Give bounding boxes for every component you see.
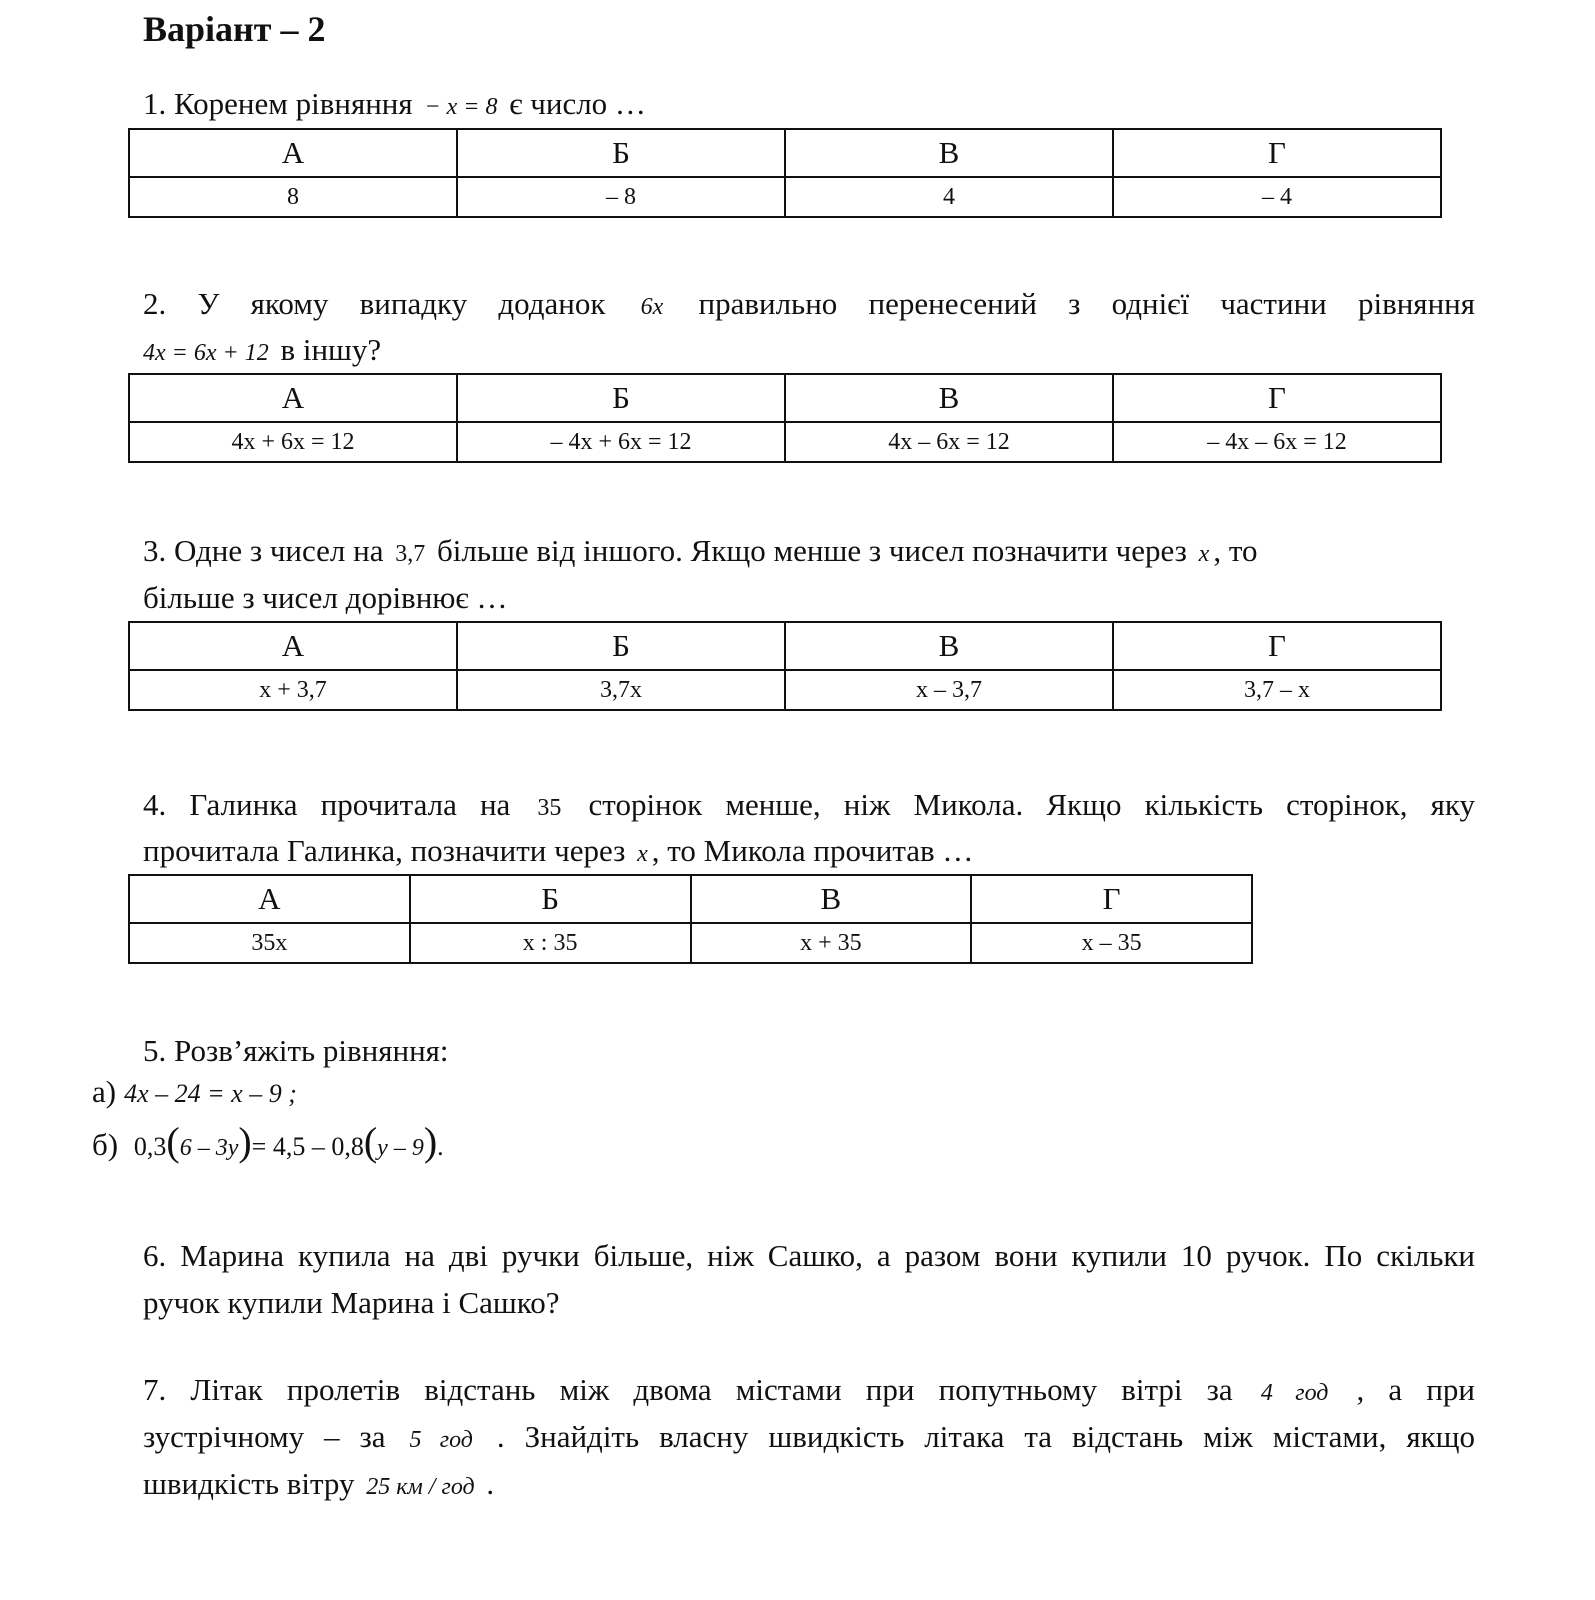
option-header-v: В xyxy=(785,622,1113,670)
question-2-line-2: 4x = 6x + 12 в іншу? xyxy=(143,332,382,367)
question-2-options xyxy=(128,373,1442,463)
option-value-b: – 8 xyxy=(457,177,785,217)
question-4-line-1: 4. Галинка прочитала на 35 сторінок менше, ніж Микола. Якщо кількість сторінок, яку xyxy=(143,787,1476,822)
option-header-b: Б xyxy=(410,875,691,923)
option-value-v: x – 3,7 xyxy=(785,670,1113,710)
option-value-g: – 4 xyxy=(1113,177,1441,217)
question-1-options xyxy=(128,128,1442,218)
option-header-b: Б xyxy=(457,374,785,422)
option-value-b: 3,7x xyxy=(457,670,785,710)
option-header-v: В xyxy=(785,374,1113,422)
option-value-g: 3,7 – x xyxy=(1113,670,1441,710)
option-value-b: x : 35 xyxy=(410,923,691,963)
option-value-a: x + 3,7 xyxy=(129,670,457,710)
question-7-line-1: 7. Літак пролетів відстань між двома містами при попутньому вітрі за 4 год , а при xyxy=(143,1372,1475,1407)
question-7-line-2: зустрічному – за 5 год . Знайдіть власну швидкість літака та відстань між містами, якщо xyxy=(143,1419,1476,1454)
question-4-line-2: прочитала Галинка, позначити через x , то Микола прочитав … xyxy=(143,833,974,868)
option-value-v: x + 35 xyxy=(691,923,972,963)
option-header-a: А xyxy=(129,374,457,422)
question-5-text: 5. Розв’яжіть рівняння: xyxy=(143,1033,449,1068)
q1-equation: − x = 8 xyxy=(424,94,498,120)
option-value-a: 4x + 6x = 12 xyxy=(129,422,457,462)
option-header-a: А xyxy=(129,129,457,177)
equation-a: а) 4x – 24 = x – 9 ; xyxy=(92,1074,297,1109)
question-3-options xyxy=(128,621,1442,711)
option-header-a: А xyxy=(129,622,457,670)
option-header-g: Г xyxy=(1113,129,1441,177)
page-title: Варіант – 2 xyxy=(143,9,326,49)
question-1-text: 1. Коренем рівняння − x = 8 є число … xyxy=(143,86,646,121)
option-value-v: 4x – 6x = 12 xyxy=(785,422,1113,462)
question-7-line-3: швидкість вітру 25 км / год . xyxy=(143,1466,495,1501)
question-6-line-2: ручок купили Марина і Сашко? xyxy=(143,1285,560,1320)
option-value-b: – 4x + 6x = 12 xyxy=(457,422,785,462)
option-value-v: 4 xyxy=(785,177,1113,217)
option-header-b: Б xyxy=(457,622,785,670)
option-header-g: Г xyxy=(1113,374,1441,422)
question-3-line-2: більше з чисел дорівнює … xyxy=(143,580,508,615)
question-4-options xyxy=(128,874,1253,964)
option-header-g: Г xyxy=(1113,622,1441,670)
equation-b: б) 0,3(6 – 3y)= 4,5 – 0,8(y – 9). xyxy=(92,1119,444,1164)
option-value-g: x – 35 xyxy=(971,923,1252,963)
option-value-g: – 4x – 6x = 12 xyxy=(1113,422,1441,462)
option-value-a: 8 xyxy=(129,177,457,217)
option-header-v: В xyxy=(785,129,1113,177)
question-3-line-1: 3. Одне з чисел на 3,7 більше від іншого. Якщо менше з чисел позначити через x , то xyxy=(143,533,1258,568)
option-header-a: А xyxy=(129,875,410,923)
question-2-line-1: 2. У якому випадку доданок 6x правильно перенесений з однієї частини рівняння xyxy=(143,286,1476,321)
option-header-b: Б xyxy=(457,129,785,177)
option-value-a: 35x xyxy=(129,923,410,963)
option-header-g: Г xyxy=(971,875,1252,923)
option-header-v: В xyxy=(691,875,972,923)
question-6-line-1: 6. Марина купила на дві ручки більше, ніж Сашко, а разом вони купили 10 ручок. По скільки xyxy=(143,1238,1475,1273)
